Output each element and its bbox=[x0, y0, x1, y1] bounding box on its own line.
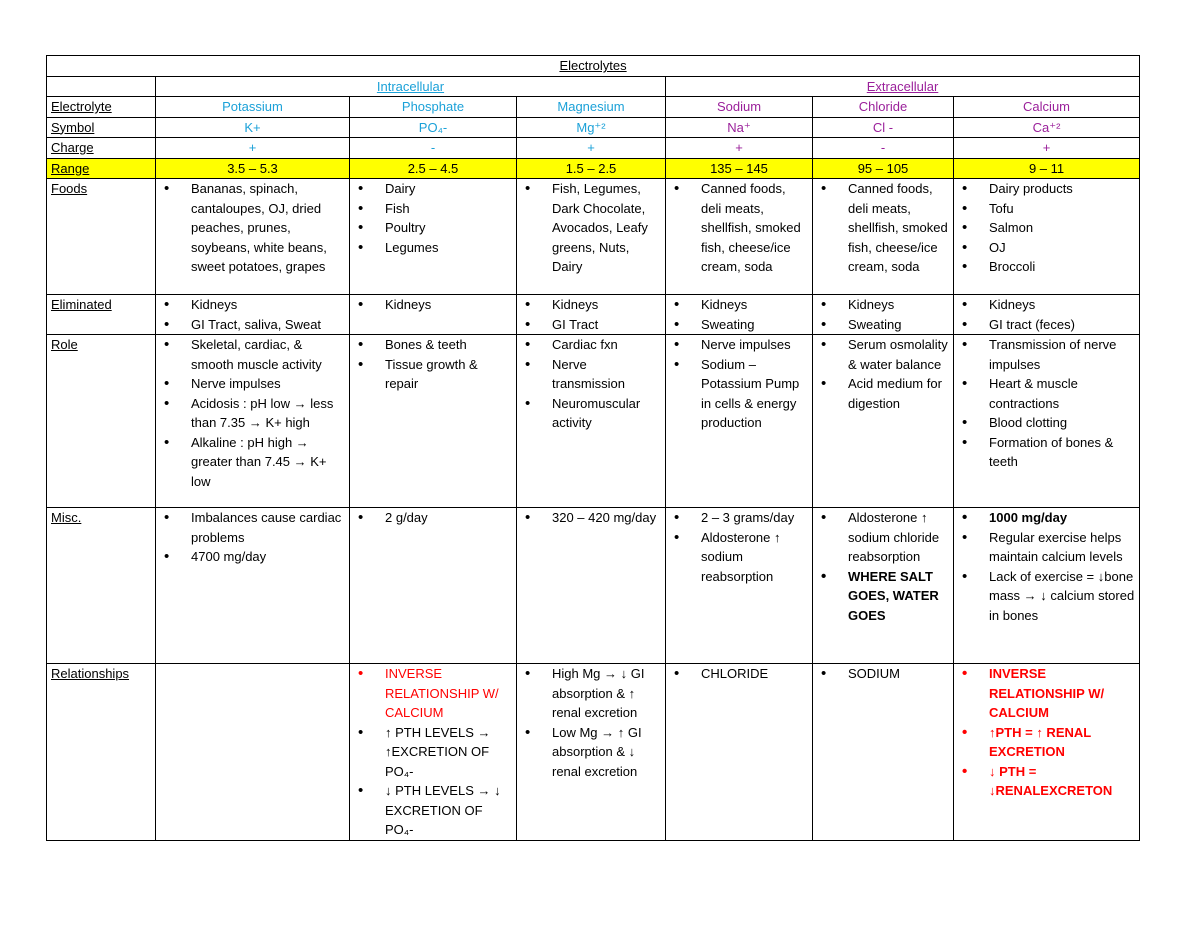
row-label-role: Role bbox=[47, 335, 156, 508]
list-item: • Sodium – Potassium Pump in cells & energy production bbox=[670, 355, 808, 433]
list-item: • Canned foods, deli meats, shellfish, smoked fish, cheese/ice cream, soda bbox=[670, 179, 808, 277]
relationships-list bbox=[670, 664, 808, 684]
relationships-cell bbox=[350, 664, 517, 841]
list-item: • Dairy bbox=[354, 179, 512, 199]
list-item: • Cardiac fxn bbox=[521, 335, 661, 355]
list-item: • Acid medium for digestion bbox=[817, 374, 949, 413]
range-potassium: 3.5 – 5.3 bbox=[156, 158, 350, 179]
list-item: • Lack of exercise = ↓bone mass → ↓ calcium stored in bones bbox=[958, 567, 1135, 626]
eliminated-cell bbox=[666, 295, 813, 335]
list-item: • Formation of bones & teeth bbox=[958, 433, 1135, 472]
role-list bbox=[670, 335, 808, 433]
role-list bbox=[958, 335, 1135, 472]
list-item: • Aldosterone ↑ sodium chloride reabsorption bbox=[817, 508, 949, 567]
relationships-cell bbox=[156, 664, 350, 841]
eliminated-cell bbox=[350, 295, 517, 335]
list-item: • Regular exercise helps maintain calcium levels bbox=[958, 528, 1135, 567]
role-cell bbox=[813, 335, 954, 508]
symbol-sodium: Na⁺ bbox=[666, 117, 813, 138]
header-sodium: Sodium bbox=[666, 97, 813, 118]
list-item: • Broccoli bbox=[958, 257, 1135, 277]
eliminated-cell bbox=[517, 295, 666, 335]
list-item: • Serum osmolality & water balance bbox=[817, 335, 949, 374]
eliminated-list bbox=[817, 295, 949, 334]
relationships-list bbox=[354, 664, 512, 840]
list-item: • 2 g/day bbox=[354, 508, 512, 528]
group-spacer bbox=[47, 76, 156, 97]
relationships-list bbox=[521, 664, 661, 781]
range-chloride: 95 – 105 bbox=[813, 158, 954, 179]
list-item: • Fish, Legumes, Dark Chocolate, Avocados, Leafy greens, Nuts, Dairy bbox=[521, 179, 661, 277]
role-list bbox=[354, 335, 512, 394]
eliminated-list bbox=[160, 295, 345, 334]
header-potassium: Potassium bbox=[156, 97, 350, 118]
role-cell bbox=[954, 335, 1140, 508]
foods-cell bbox=[813, 179, 954, 295]
charge-calcium: + bbox=[954, 138, 1140, 159]
list-item: • ↓ PTH LEVELS → ↓ EXCRETION OF PO₄- bbox=[354, 781, 512, 840]
foods-list bbox=[521, 179, 661, 277]
list-item: • Acidosis : pH low → less than 7.35 → K+ high bbox=[160, 394, 345, 433]
relationships-cell bbox=[954, 664, 1140, 841]
relationships-list bbox=[817, 664, 949, 684]
header-calcium: Calcium bbox=[954, 97, 1140, 118]
misc-list bbox=[521, 508, 661, 528]
header-magnesium: Magnesium bbox=[517, 97, 666, 118]
list-item: • ↓ PTH = ↓RENALEXCRETON bbox=[958, 762, 1135, 801]
header-phosphate: Phosphate bbox=[350, 97, 517, 118]
list-item: • ↑PTH = ↑ RENAL EXCRETION bbox=[958, 723, 1135, 762]
list-item: • Kidneys bbox=[958, 295, 1135, 315]
foods-list bbox=[354, 179, 512, 257]
table-title: Electrolytes bbox=[47, 56, 1140, 77]
eliminated-list bbox=[670, 295, 808, 334]
list-item: • Bananas, spinach, cantaloupes, OJ, dried peaches, prunes, soybeans, white beans, sweet potatoes, grapes bbox=[160, 179, 345, 277]
charge-sodium: + bbox=[666, 138, 813, 159]
range-phosphate: 2.5 – 4.5 bbox=[350, 158, 517, 179]
group-intracellular: Intracellular bbox=[156, 76, 666, 97]
foods-list bbox=[958, 179, 1135, 277]
role-list bbox=[817, 335, 949, 413]
electrolytes-table bbox=[46, 55, 1140, 841]
list-item: • Aldosterone ↑ sodium reabsorption bbox=[670, 528, 808, 587]
range-magnesium: 1.5 – 2.5 bbox=[517, 158, 666, 179]
foods-cell bbox=[350, 179, 517, 295]
charge-phosphate: - bbox=[350, 138, 517, 159]
list-item: • 4700 mg/day bbox=[160, 547, 345, 567]
list-item: • ↑ PTH LEVELS → ↑EXCRETION OF PO₄- bbox=[354, 723, 512, 782]
symbol-magnesium: Mg⁺² bbox=[517, 117, 666, 138]
symbol-calcium: Ca⁺² bbox=[954, 117, 1140, 138]
eliminated-list bbox=[958, 295, 1135, 334]
relationships-list bbox=[958, 664, 1135, 801]
misc-cell bbox=[350, 508, 517, 664]
misc-cell bbox=[666, 508, 813, 664]
misc-list bbox=[670, 508, 808, 586]
relationships-cell bbox=[517, 664, 666, 841]
list-item: • Poultry bbox=[354, 218, 512, 238]
list-item: • Alkaline : pH high → greater than 7.45 → K+ low bbox=[160, 433, 345, 492]
foods-cell bbox=[156, 179, 350, 295]
row-label-symbol: Symbol bbox=[47, 117, 156, 138]
role-list bbox=[160, 335, 345, 491]
list-item: • Canned foods, deli meats, shellfish, smoked fish, cheese/ice cream, soda bbox=[817, 179, 949, 277]
symbol-potassium: K+ bbox=[156, 117, 350, 138]
list-item: • 1000 mg/day bbox=[958, 508, 1135, 528]
role-cell bbox=[350, 335, 517, 508]
foods-list bbox=[817, 179, 949, 277]
row-label-misc: Misc. bbox=[47, 508, 156, 664]
foods-cell bbox=[666, 179, 813, 295]
list-item: • GI Tract, saliva, Sweat bbox=[160, 315, 345, 335]
group-extracellular: Extracellular bbox=[666, 76, 1140, 97]
misc-list bbox=[160, 508, 345, 567]
row-label-electrolyte: Electrolyte bbox=[47, 97, 156, 118]
list-item: • Salmon bbox=[958, 218, 1135, 238]
foods-list bbox=[670, 179, 808, 277]
list-item: • Legumes bbox=[354, 238, 512, 258]
list-item: • Skeletal, cardiac, & smooth muscle activity bbox=[160, 335, 345, 374]
role-list bbox=[521, 335, 661, 433]
list-item: • High Mg → ↓ GI absorption & ↑ renal excretion bbox=[521, 664, 661, 723]
list-item: • INVERSE RELATIONSHIP W/ CALCIUM bbox=[354, 664, 512, 723]
list-item: • Kidneys bbox=[817, 295, 949, 315]
misc-cell bbox=[954, 508, 1140, 664]
list-item: • SODIUM bbox=[817, 664, 949, 684]
list-item: • GI Tract bbox=[521, 315, 661, 335]
list-item: • Blood clotting bbox=[958, 413, 1135, 433]
misc-list bbox=[817, 508, 949, 625]
list-item: • Dairy products bbox=[958, 179, 1135, 199]
charge-magnesium: + bbox=[517, 138, 666, 159]
row-label-foods: Foods bbox=[47, 179, 156, 295]
misc-cell bbox=[517, 508, 666, 664]
list-item: • Imbalances cause cardiac problems bbox=[160, 508, 345, 547]
misc-cell bbox=[813, 508, 954, 664]
list-item: • Kidneys bbox=[670, 295, 808, 315]
role-cell bbox=[517, 335, 666, 508]
misc-list bbox=[958, 508, 1135, 625]
role-cell bbox=[666, 335, 813, 508]
range-sodium: 135 – 145 bbox=[666, 158, 813, 179]
list-item: • Tofu bbox=[958, 199, 1135, 219]
foods-list bbox=[160, 179, 345, 277]
list-item: • GI tract (feces) bbox=[958, 315, 1135, 335]
list-item: • Low Mg → ↑ GI absorption & ↓ renal excretion bbox=[521, 723, 661, 782]
row-label-eliminated: Eliminated bbox=[47, 295, 156, 335]
list-item: • Sweating bbox=[817, 315, 949, 335]
list-item: • Tissue growth & repair bbox=[354, 355, 512, 394]
eliminated-list bbox=[521, 295, 661, 334]
role-cell bbox=[156, 335, 350, 508]
range-calcium: 9 – 11 bbox=[954, 158, 1140, 179]
list-item: • Heart & muscle contractions bbox=[958, 374, 1135, 413]
foods-cell bbox=[517, 179, 666, 295]
list-item: • 2 – 3 grams/day bbox=[670, 508, 808, 528]
list-item: • Sweating bbox=[670, 315, 808, 335]
list-item: • WHERE SALT GOES, WATER GOES bbox=[817, 567, 949, 626]
list-item: • Fish bbox=[354, 199, 512, 219]
eliminated-cell bbox=[156, 295, 350, 335]
charge-potassium: + bbox=[156, 138, 350, 159]
charge-chloride: - bbox=[813, 138, 954, 159]
list-item: • 320 – 420 mg/day bbox=[521, 508, 661, 528]
list-item: • Kidneys bbox=[521, 295, 661, 315]
list-item: • Nerve transmission bbox=[521, 355, 661, 394]
list-item: • Kidneys bbox=[354, 295, 512, 315]
row-label-range: Range bbox=[47, 158, 156, 179]
list-item: • Neuromuscular activity bbox=[521, 394, 661, 433]
list-item: • Kidneys bbox=[160, 295, 345, 315]
row-label-relationships: Relationships bbox=[47, 664, 156, 841]
misc-cell bbox=[156, 508, 350, 664]
relationships-cell bbox=[666, 664, 813, 841]
relationships-cell bbox=[813, 664, 954, 841]
list-item: • Nerve impulses bbox=[670, 335, 808, 355]
symbol-phosphate: PO₄- bbox=[350, 117, 517, 138]
list-item: • CHLORIDE bbox=[670, 664, 808, 684]
foods-cell bbox=[954, 179, 1140, 295]
list-item: • OJ bbox=[958, 238, 1135, 258]
eliminated-list bbox=[354, 295, 512, 315]
row-label-charge: Charge bbox=[47, 138, 156, 159]
list-item: • Bones & teeth bbox=[354, 335, 512, 355]
eliminated-cell bbox=[954, 295, 1140, 335]
list-item: • Nerve impulses bbox=[160, 374, 345, 394]
eliminated-cell bbox=[813, 295, 954, 335]
list-item: • INVERSE RELATIONSHIP W/ CALCIUM bbox=[958, 664, 1135, 723]
symbol-chloride: Cl - bbox=[813, 117, 954, 138]
header-chloride: Chloride bbox=[813, 97, 954, 118]
misc-list bbox=[354, 508, 512, 528]
list-item: • Transmission of nerve impulses bbox=[958, 335, 1135, 374]
